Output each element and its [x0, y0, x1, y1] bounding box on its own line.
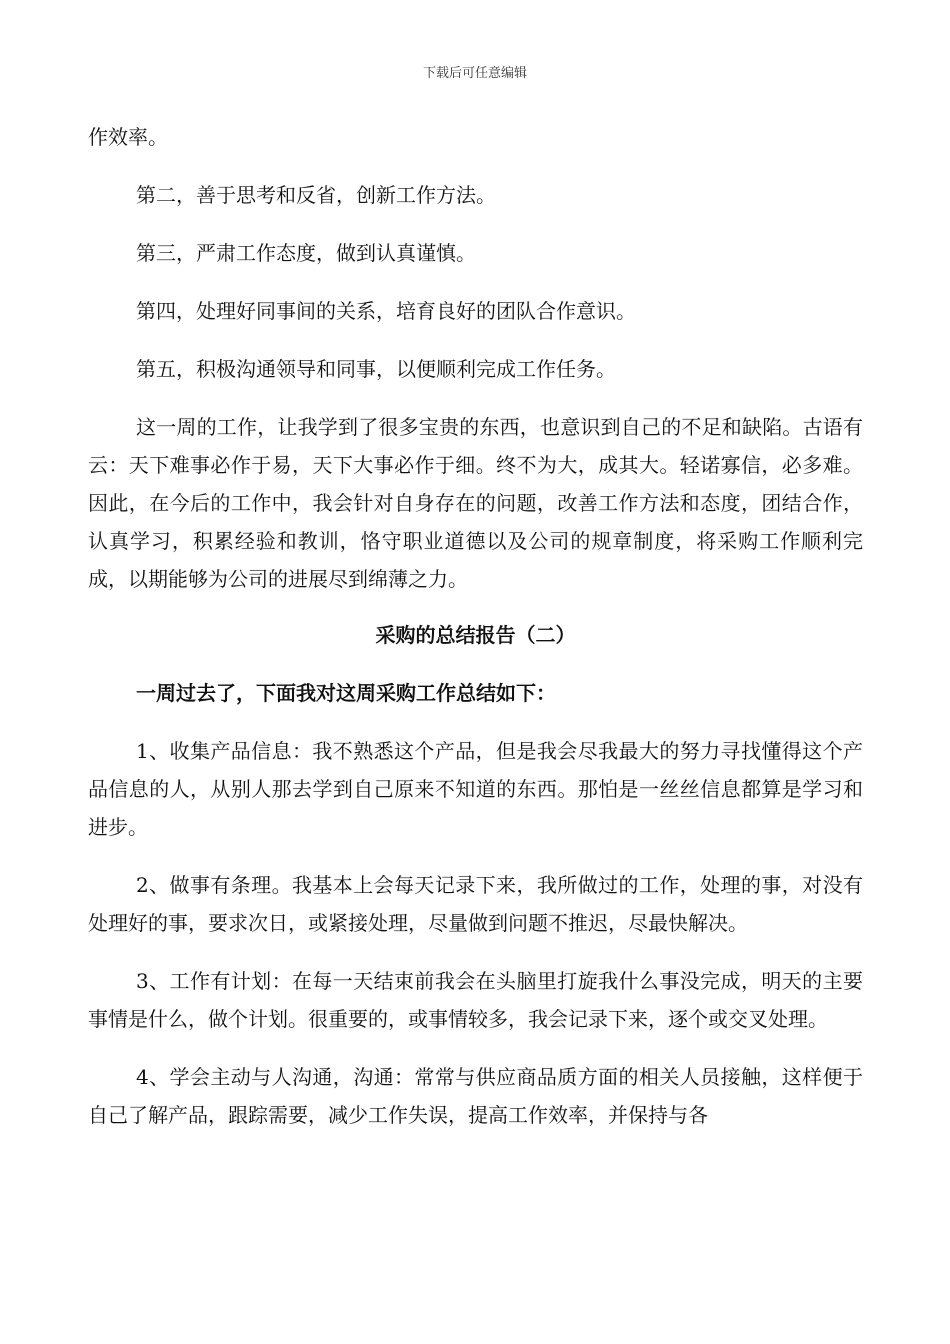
- paragraph-conclusion: 这一周的工作，让我学到了很多宝贵的东西，也意识到自己的不足和缺陷。古语有云：天下难事必作于易，天下大事必作于细。终不为大，成其大。轻诺寡信，必多难。因此，在今后的工作中，我会针对自身存在的问题，改善工作方法和态度，团结合作，认真学习，积累经验和教训，恪守职业道德以及公司的规章制度，将采购工作顺利完成，以期能够为公司的进展尽到绵薄之力。: [88, 415, 863, 591]
- paragraph-point-5: 第五，积极沟通领导和同事，以便顺利完成工作任务。: [136, 357, 616, 381]
- list-item-4: 4、学会主动与人沟通，沟通：常常与供应商品质方面的相关人员接触，这样便于自己了解产品，跟踪需要，减少工作失误，提高工作效率，并保持与各: [88, 1065, 863, 1127]
- paragraph-point-4: 第四，处理好同事间的关系，培育良好的团队合作意识。: [136, 299, 636, 323]
- paragraph-continuation: 作效率。: [88, 125, 168, 149]
- document-body: [88, 118, 863, 1134]
- paragraph-point-2: 第二，善于思考和反省，创新工作方法。: [136, 183, 496, 207]
- list-item-2: 2、做事有条理。我基本上会每天记录下来，我所做过的工作，处理的事，对没有处理好的事，要求次日，或紧接处理，尽量做到问题不推迟，尽最快解决。: [88, 873, 863, 935]
- section-intro: 一周过去了，下面我对这周采购工作总结如下：: [136, 681, 556, 705]
- paragraph-point-3: 第三，严肃工作态度，做到认真谨慎。: [136, 241, 476, 265]
- section-title: 采购的总结报告（二）: [375, 623, 576, 647]
- list-item-3: 3、工作有计划：在每一天结束前我会在头脑里打旋我什么事没完成，明天的主要事情是什么，做个计划。很重要的，或事情较多，我会记录下来，逐个或交叉处理。: [88, 969, 863, 1031]
- page-header: 下载后可任意编辑: [422, 66, 527, 81]
- list-item-1: 1、收集产品信息：我不熟悉这个产品，但是我会尽我最大的努力寻找懂得这个产品信息的人，从别人那去学到自己原来不知道的东西。那怕是一丝丝信息都算是学习和进步。: [88, 739, 863, 839]
